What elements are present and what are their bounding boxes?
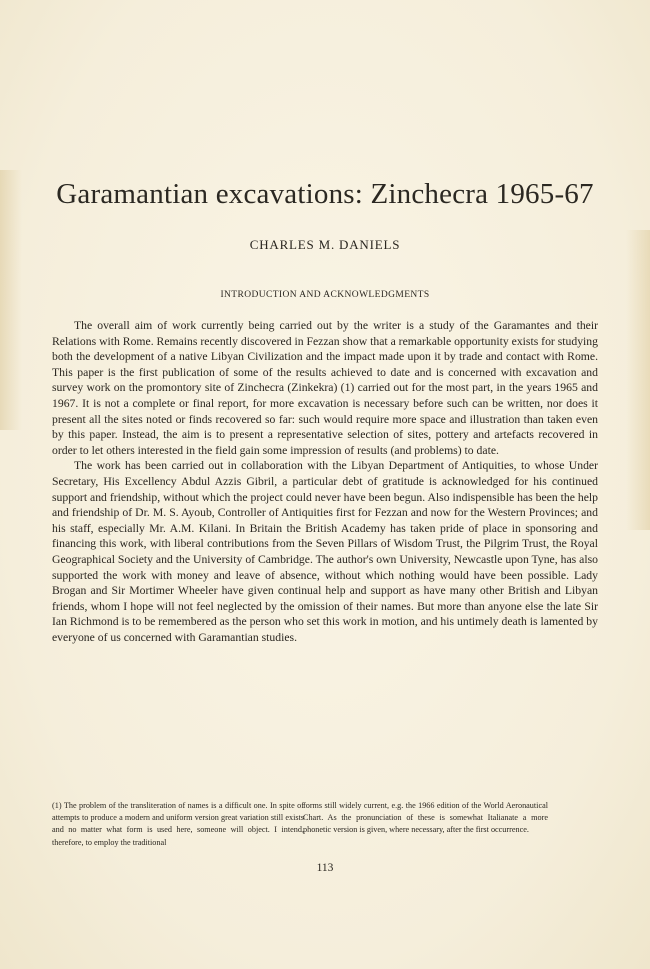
footnote-left: (1) The problem of the transliteration of names is a difficult one. In spite of attempts to produce a modern and uniform version great variation still exists and no matter what form is used here, someone will object. I intend, therefore, to employ the traditional	[52, 801, 304, 847]
body-paragraph: The overall aim of work currently being carried out by the writer is a study of the Garamantes and their Relations with Rome. Remains recently discovered in Fezzan show that a remarkable opportunity exists for studying both the development of a native Libyan Civilization and the impact made upon it by trade and contact with Rome. This paper is the first publication of some of the results achieved to date and is concerned with excavation and survey work on the promontory site of Zinchecra (Zinkekra) (1) carried out for the most part, in the years 1965 and 1967. It is not a complete or final report, for more excavation is necessary before such can be written, nor does it present all the sites noted or finds recovered so far: such would require more space and illustration than taken even by this paper. Instead, the aim is to present a representative selection of sites, pottery and artefacts recovered in order to let others interested in the field gain some impression of results (and problems) to date.	[52, 319, 598, 457]
footnote-right: forms still widely current, e.g. the 1966 edition of the World Aeronautical Chart. As the pronunciation of these is somewhat Italianate a more phonetic version is given, where necessary, after the first occurrence.	[303, 801, 548, 835]
body-paragraph: The work has been carried out in collaboration with the Libyan Department of Antiquities, to whose Under Secretary, His Excellency Abdul Azzis Gibril, a particular debt of gratitude is acknowledged for his continued support and friendship, without which the project could never have been begun. Also indispensible has been the help and friendship of Dr. M. S. Ayoub, Controller of Antiquities first for Fezzan and now for the Western Provinces; and his staff, especially Mr. A.M. Kilani. In Britain the British Academy has taken pride of place in sponsoring and financing this work, with liberal contributions from the Seven Pillars of Wisdom Trust, the Pilgrim Trust, the Royal Geographical Society and the University of Cambridge. The author's own University, Newcastle upon Tyne, has also supported the work with money and leave of absence, without which nothing would have been possible. Lady Brogan and Sir Mortimer Wheeler have given continual help and support as have many other British and Libyan friends, whom I hope will not feel neglected by the omission of their names. But more than anyone else the late Sir Ian Richmond is to be remembered as the person who set this work in motion, and his untimely death is lamented by everyone of us concerned with Garamantian studies.	[52, 459, 598, 644]
article-body	[52, 318, 598, 645]
author-name: CHARLES M. DANIELS	[249, 237, 401, 252]
page-number: 113	[316, 862, 334, 874]
paper-stain-right	[626, 230, 650, 530]
section-heading: INTRODUCTION AND ACKNOWLEDGMENTS	[220, 290, 430, 300]
article-title: Garamantian excavations: Zinchecra 1965-67	[56, 178, 594, 210]
